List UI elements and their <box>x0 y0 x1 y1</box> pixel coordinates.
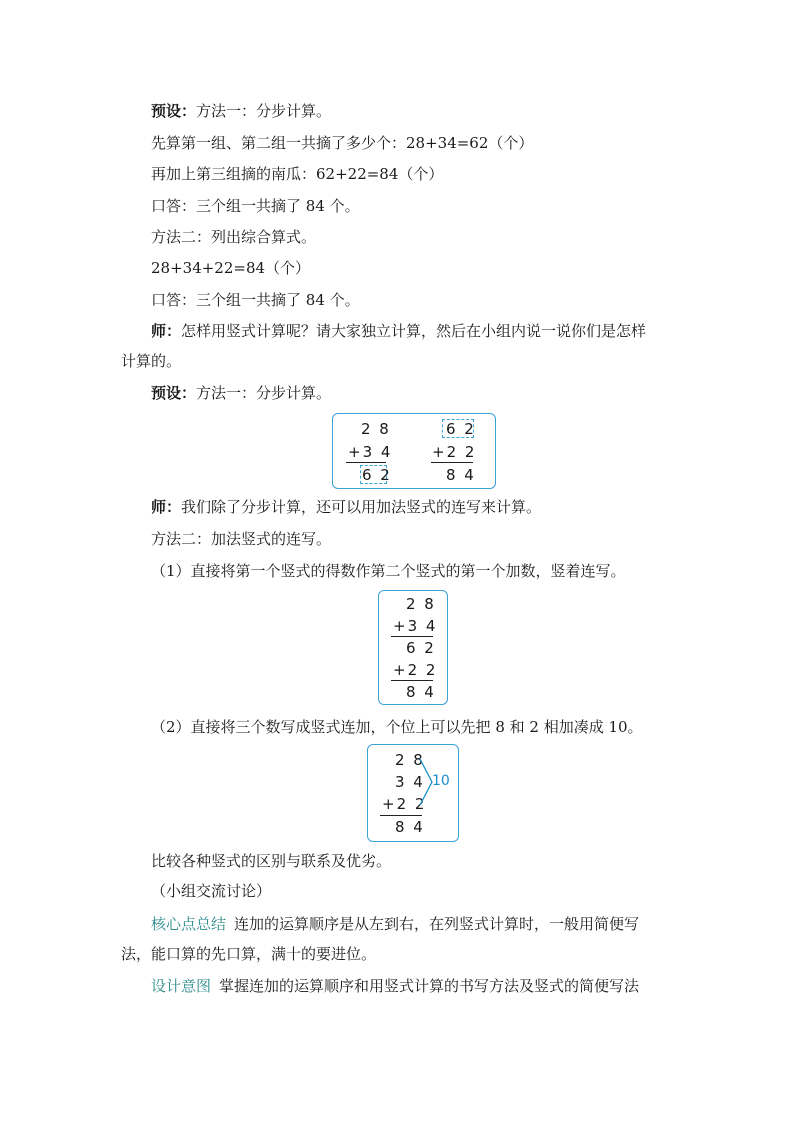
preset-label-2: 预设： <box>151 384 197 402</box>
step-one-line: 先算第一组、第二组一共摘了多少个：28+34=62（个） <box>151 134 534 152</box>
vertical-calc-box-2 <box>378 590 448 705</box>
teacher-line-2 <box>151 497 541 517</box>
teacher-question-cont: 计算的。 <box>121 352 182 370</box>
preset-line-1 <box>151 101 331 121</box>
method-two-line: 方法二：列出综合算式。 <box>151 228 317 246</box>
teacher-label-2: 师： <box>151 498 182 516</box>
teacher-question-line <box>151 321 646 341</box>
preset-line-2 <box>151 383 331 403</box>
group-discussion-line: （小组交流讨论） <box>151 882 272 900</box>
chain-row-1: 2 8 <box>406 595 436 613</box>
step-two-line: 再加上第三组摘的南瓜：62+22=84（个） <box>151 165 444 183</box>
make-ten-label: 10 <box>432 773 450 789</box>
teacher-text-2: 我们除了分步计算，还可以用加法竖式的连写来计算。 <box>181 498 542 516</box>
chain-row-2: +3 4 <box>393 617 438 635</box>
chain-row-3: 6 2 <box>406 639 436 657</box>
summary-line-cont: 法，能口算的先口算，满十的要进位。 <box>121 945 377 963</box>
calc2-addend-2: +2 2 <box>432 443 477 461</box>
calc1-addend-2: +3 4 <box>348 443 393 461</box>
summary-text: 连加的运算顺序是从左到右，在列竖式计算时，一般用简便写 <box>234 915 640 933</box>
calc1-sum-rule <box>346 462 386 463</box>
compare-line: 比较各种竖式的区别与联系及优劣。 <box>151 852 392 870</box>
vertical-calc-box-3 <box>367 744 459 842</box>
method-one-text: 方法一：分步计算。 <box>196 102 332 120</box>
preset-label: 预设： <box>151 102 197 120</box>
answer-line-1: 口答：三个组一共摘了 84 个。 <box>151 197 360 215</box>
sum3-row-4: 8 4 <box>395 818 425 836</box>
sum3-row-2: 3 4 <box>395 773 425 791</box>
design-intent-label: 设计意图 <box>151 977 212 995</box>
calc1-addend-1: 2 8 <box>361 420 391 438</box>
step-1-description: （1）直接将第一个竖式的得数作第二个竖式的第一个加数，竖着连写。 <box>151 562 626 580</box>
chain-row-4: +2 2 <box>393 661 438 679</box>
teacher-question-text: 怎样用竖式计算呢？请大家独立计算，然后在小组内说一说你们是怎样 <box>181 322 647 340</box>
chain-rule-2 <box>391 680 433 681</box>
design-intent-line <box>151 976 639 996</box>
design-intent-text: 掌握连加的运算顺序和用竖式计算的书写方法及竖式的简便写法 <box>219 977 640 995</box>
chain-row-5: 8 4 <box>406 683 436 701</box>
combined-formula-line: 28+34+22=84（个） <box>151 259 311 277</box>
answer-line-2: 口答：三个组一共摘了 84 个。 <box>151 291 360 309</box>
summary-label: 核心点总结 <box>151 915 227 933</box>
calc2-sum-rule <box>431 462 473 463</box>
sum3-row-3: +2 2 <box>382 795 427 813</box>
sum3-rule <box>380 815 422 816</box>
method-two-vertical-line: 方法二：加法竖式的连写。 <box>151 530 332 548</box>
sum3-row-1: 2 8 <box>395 751 425 769</box>
calc2-addend-1: 6 2 <box>446 420 476 438</box>
calc1-sum: 6 2 <box>362 466 392 484</box>
chain-rule-1 <box>391 636 433 637</box>
teacher-label: 师： <box>151 322 182 340</box>
calc2-sum: 8 4 <box>446 466 476 484</box>
summary-line <box>151 914 639 934</box>
step-2-description: （2）直接将三个数写成竖式连加，个位上可以先把 8 和 2 相加凑成 10。 <box>151 718 643 736</box>
method-one-text-2: 方法一：分步计算。 <box>196 384 332 402</box>
vertical-calc-box-1 <box>332 413 496 489</box>
